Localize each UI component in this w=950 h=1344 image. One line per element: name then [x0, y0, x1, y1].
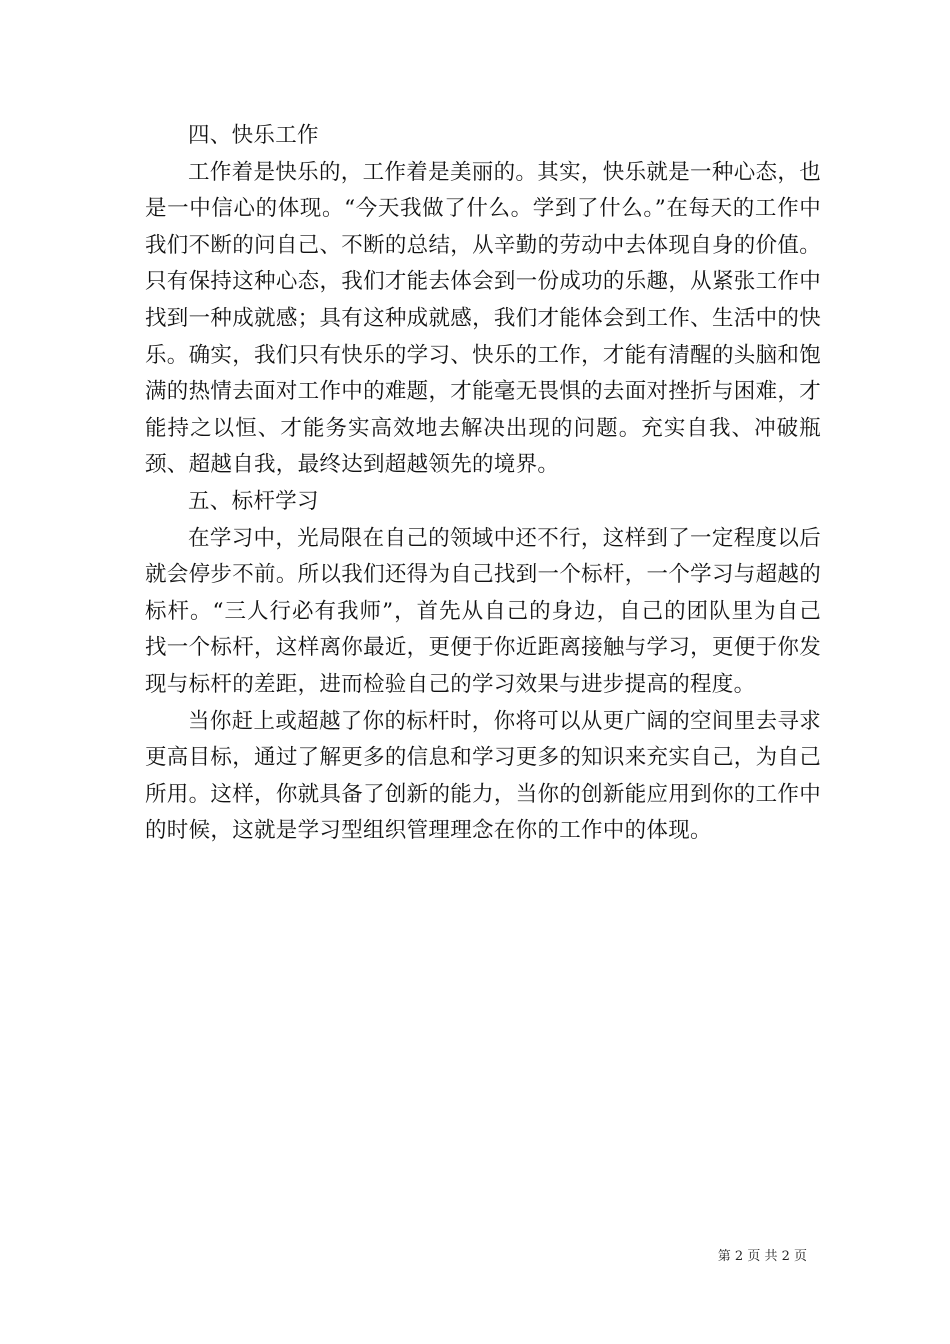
- page-number-footer: 第 2 页 共 2 页: [717, 1249, 807, 1264]
- paragraph-happy-work: 工作着是快乐的，工作着是美丽的。其实，快乐就是一种心态，也是一中信心的体现。“今天我做了什么。学到了什么。”在每天的工作中我们不断的问自己、不断的总结，从辛勤的劳动中去体现自身的价值。只有保持这种心态，我们才能去体会到一份成功的乐趣，从紧张工作中找到一种成就感；具有这种成就感，我们才能体会到工作、生活中的快乐。确实，我们只有快乐的学习、快乐的工作，才能有清醒的头脑和饱满的热情去面对工作中的难题，才能毫无畏惧的去面对挫折与困难，才能持之以恒、才能务实高效地去解决出现的问题。充实自我、冲破瓶颈、超越自我，最终达到超越领先的境界。: [145, 159, 821, 478]
- paragraph-benchmark-1: 在学习中，光局限在自己的领域中还不行，这样到了一定程度以后就会停步不前。所以我们还得为自己找到一个标杆，一个学习与超越的标杆。“三人行必有我师”，首先从自己的身边，自己的团队里为自己找一个标杆，这样离你最近，更便于你近距离接触与学习，更便于你发现与标杆的差距，进而检验自己的学习效果与进步提高的程度。: [145, 525, 821, 697]
- section-heading-happy-work: 四、快乐工作: [188, 123, 319, 148]
- paragraph-benchmark-2: 当你赶上或超越了你的标杆时，你将可以从更广阔的空间里去寻求更高目标，通过了解更多的信息和学习更多的知识来充实自己，为自己所用。这样，你就具备了创新的能力，当你的创新能应用到你的工作中的时候，这就是学习型组织管理理念在你的工作中的体现。: [145, 708, 821, 844]
- document-body: [145, 118, 821, 850]
- section-heading-benchmark-learning: 五、标杆学习: [188, 488, 319, 514]
